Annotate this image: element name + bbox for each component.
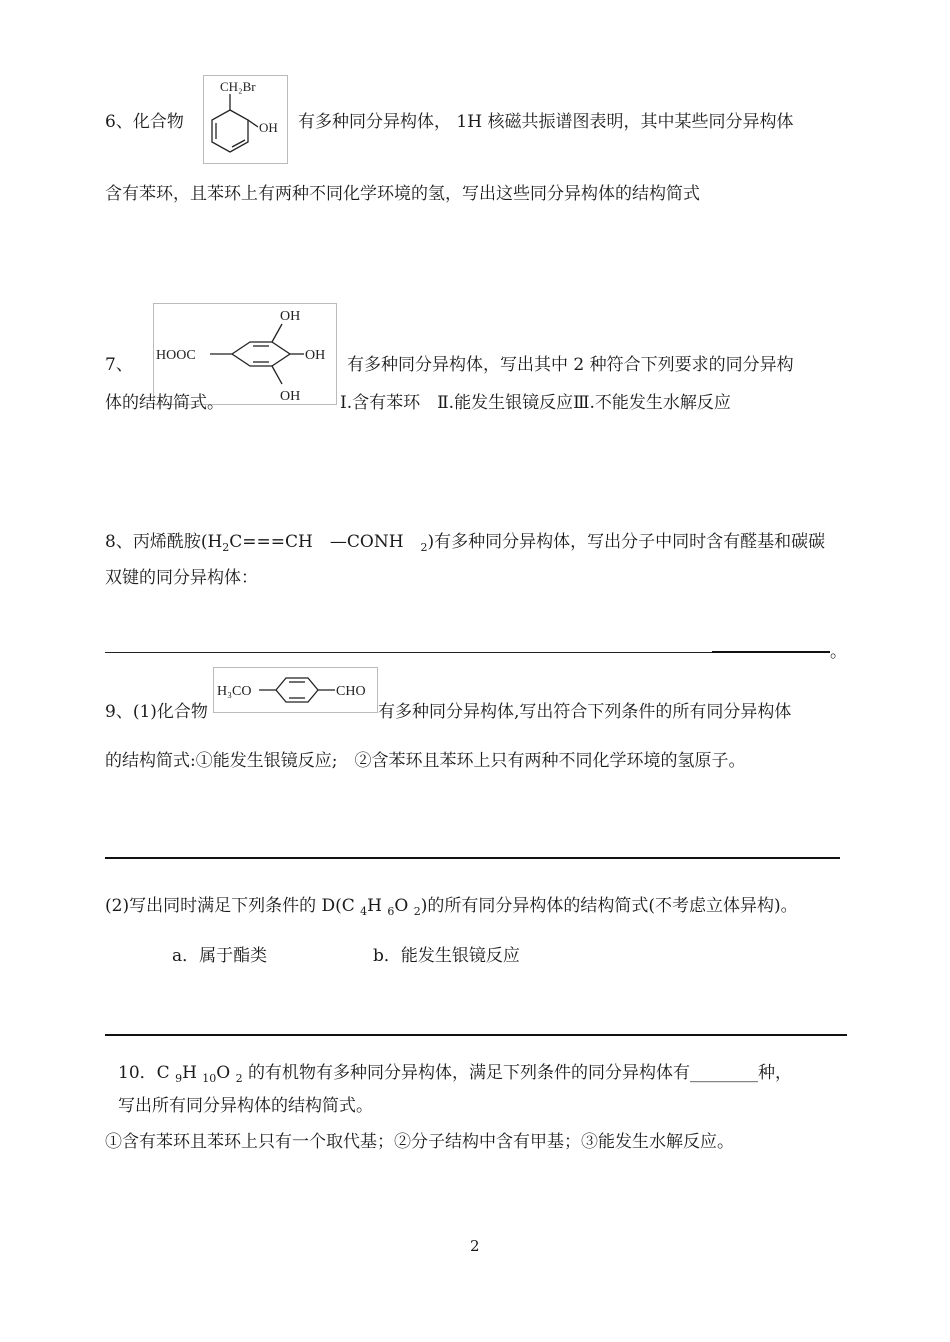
q9-part2-sub-1: 4 — [360, 905, 368, 918]
q6-mol-oh-label: OH — [259, 120, 278, 135]
q8-answer-line-end — [712, 651, 830, 653]
q10-line2: 写出所有同分异构体的结构简式。 — [118, 1096, 373, 1116]
q7-number: 7、 — [105, 355, 133, 375]
q10-formula-h: H — [182, 1063, 197, 1083]
q7-conditions: Ⅰ.含有苯环 Ⅱ.能发生银镜反应Ⅲ.不能发生水解反应 — [340, 393, 731, 413]
q7-line1: 有多种同分异构体，写出其中 2 种符合下列要求的同分异构 — [347, 355, 794, 375]
q10-sub-2: 10 — [202, 1072, 217, 1085]
q6-pre: 化合物 — [132, 112, 184, 132]
q9-mol-left-label: H₃CO — [217, 684, 252, 699]
q6-number: 6、 — [105, 112, 133, 132]
q9-part1-label: (1)化合物 — [132, 702, 208, 722]
q9-line1: 有多种同分异构体,写出符合下列条件的所有同分异构体 — [378, 702, 792, 722]
q8-text-2: C===CH —CONH — [229, 532, 404, 552]
q7-mol-oh-bottom-label: OH — [280, 389, 301, 404]
q10-sub-3: 2 — [235, 1072, 243, 1085]
q6-line1-prefix — [105, 107, 184, 132]
q7-line2-prefix: 体的结构简式。 — [105, 393, 224, 413]
q10-sub-1: 9 — [175, 1072, 183, 1085]
q8-text-1: 丙烯酰胺(H — [132, 532, 223, 552]
q6-line1: 有多种同分异构体， 1H 核磁共振谱图表明，其中某些同分异构体 — [298, 112, 794, 132]
q8-end-mark: 。 — [830, 642, 847, 662]
q9-part2-text-b: H — [367, 896, 382, 916]
q10-line3: ①含有苯环且苯环上只有一个取代基；②分子结构中含有甲基；③能发生水解反应。 — [105, 1132, 734, 1152]
q6-molecule — [203, 75, 288, 164]
q9-part2-line — [105, 891, 798, 918]
q9-molecule-svg — [214, 668, 377, 712]
q9-mol-right-label: CHO — [336, 684, 366, 699]
q6-mol-sub-label: CH₂Br — [220, 79, 256, 94]
q7-mol-oh-top-label: OH — [280, 309, 301, 324]
q9-answer-line-2 — [105, 1034, 847, 1036]
q9-answer-line-1 — [105, 857, 840, 859]
q9-condition-a: a．属于酯类 — [172, 946, 268, 966]
q7-mol-oh-right-label: OH — [305, 348, 326, 363]
page-number: 2 — [470, 1237, 480, 1255]
q8-sub-2: 2 — [420, 541, 428, 554]
q6-line2: 含有苯环，且苯环上有两种不同化学环境的氢，写出这些同分异构体的结构简式 — [105, 184, 700, 204]
q9-number: 9、 — [105, 702, 133, 722]
q10-text-1: 的有机物有多种同分异构体，满足下列条件的同分异构体有________种， — [248, 1063, 793, 1083]
q9-part2-sub-2: 6 — [387, 905, 395, 918]
q6-molecule-svg — [204, 76, 287, 163]
q8-line2: 双键的同分异构体： — [105, 568, 258, 588]
q9-molecule — [213, 667, 378, 713]
q9-part2-text-a: (2)写出同时满足下列条件的 D(C — [105, 896, 355, 916]
q10-formula-c: C — [156, 1063, 170, 1083]
q10-number: 10． — [118, 1063, 157, 1083]
q9-line1-prefix — [105, 697, 208, 722]
q10-formula-o: O — [216, 1063, 231, 1083]
q7-mol-hooc-label: HOOC — [156, 348, 196, 363]
q8-text-3: )有多种同分异构体，写出分子中同时含有醛基和碳碳 — [427, 532, 826, 552]
q9-part2-text-c: O — [394, 896, 409, 916]
q9-line2: 的结构简式:①能发生银镜反应; ②含苯环且苯环上只有两种不同化学环境的氢原子。 — [105, 751, 746, 771]
q8-sub-1: 2 — [222, 541, 230, 554]
q8-line1 — [105, 527, 825, 554]
q10-line1 — [118, 1058, 792, 1085]
q9-part2-sub-3: 2 — [413, 905, 421, 918]
q9-condition-b: b．能发生银镜反应 — [373, 946, 520, 966]
q8-number: 8、 — [105, 532, 133, 552]
q9-part2-text-d: )的所有同分异构体的结构简式(不考虑立体异构)。 — [420, 896, 798, 916]
